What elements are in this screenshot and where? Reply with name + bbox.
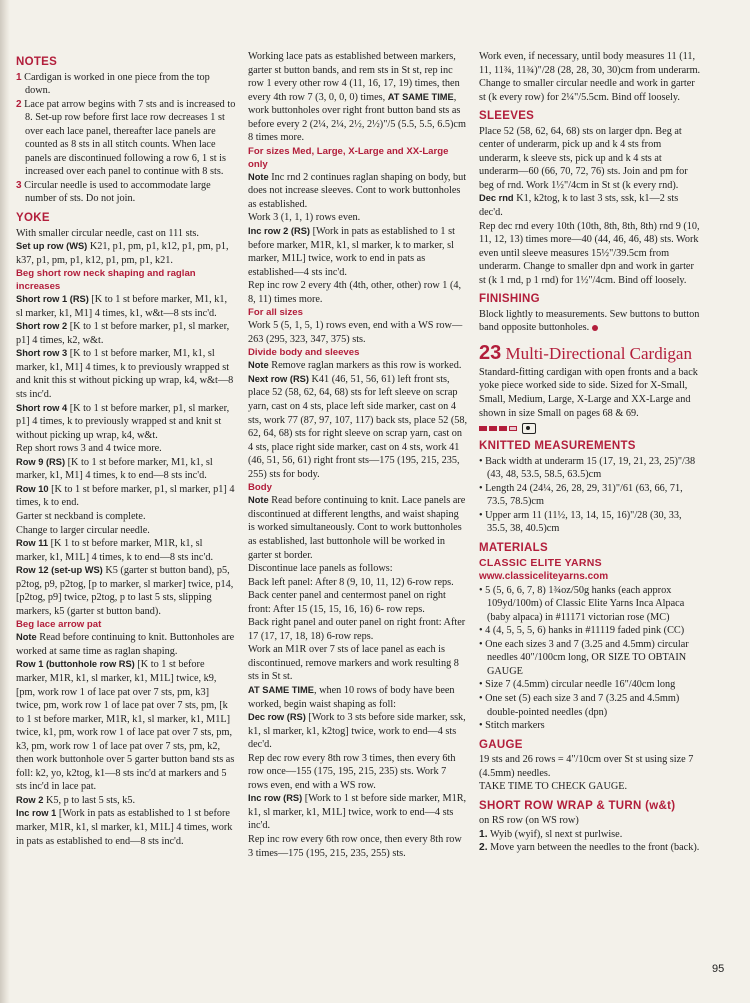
panel-back-left: Back left panel: After 8 (9, 10, 11, 12) 6-row reps. [248,576,454,588]
repeat-inc-row: Rep inc row every 6th row once, then every 8th row 3 times—175 (195, 215, 235, 255) sts. [248,833,462,859]
wrap-turn-heading: SHORT ROW WRAP & TURN (w&t) [479,799,676,812]
change-needle: Change to larger circular needle. [16,524,150,536]
repeat-dec-row: Rep dec row every 8th row 3 times, then every 6th row once—155 (175, 195, 215, 235) sts. Work 7 rows even, end with a WS row. [248,752,456,791]
measurement-upper-arm: • Upper arm 11 (11½, 13, 14, 15, 16)"/28 (30, 33, 35.5, 38, 40.5)cm [479,509,682,535]
note-3: 3 Circular needle is used to accommodate large number of sts. Do not join. [16,179,211,205]
short-row-2: Short row 2 [K to 1 st before marker, p1, sl marker, p1] 4 times, k2, w&t. [16,321,230,346]
lace-heading: Beg lace arrow pat [16,619,102,631]
work-3-rows: Work 3 (1, 1, 1) rows even. [248,212,361,224]
short-row-3: Short row 3 [K to 1 st before marker, M1, k1, sl marker, k1, M1] 4 times, k to previously wrapped st and knit this st without picking up wrap, k4, w&t—8 sts inc'd. [16,348,234,401]
waist-shaping: AT SAME TIME, when 10 rows of body have been worked, begin waist shaping as foll: [248,684,455,710]
end-mark-icon [592,325,598,331]
divide-heading: Divide body and sleeves [248,347,360,359]
row-10: Row 10 [K to 1 st before marker, p1, sl marker, p1] 4 times, k to end. [16,483,235,509]
panel-m1r: Work an M1R over 7 sts of lace panel as each is discontinued, remove markers and work resulting 8 sts in St st. [248,644,459,683]
finishing-text: Block lightly to measurements. Sew buttons to button band opposite buttonholes. [479,308,700,334]
wrap-step-1: 1. Wyib (wyif), sl next st purlwise. [479,828,623,840]
divide-note: Note Remove raglan markers as this row is worked. [248,360,462,372]
gauge-heading: GAUGE [479,738,523,751]
page-number: 95 [712,963,725,975]
short-row-heading: Beg short row neck shaping and raglan increases [16,268,196,293]
dec-rnd: Dec rnd K1, k2tog, k to last 3 sts, ssk, k1—2 sts dec'd. [479,193,679,219]
pattern-description: Standard-fitting cardigan with open fronts and a back yoke piece worked side to side. Sized for X-Small, Small, Medium, Large, X-Large and XX-Large and shown in size Small on pages 68 & 69. [479,366,698,419]
column-2 [248,50,468,860]
gauge-text: 19 sts and 26 rows = 4"/10cm over St st using size 7 (4.5mm) needles. [479,754,694,779]
inc-row-1: Inc row 1 [Work in pats as established to 1 st before marker, M1R, k1, sl marker, k1, M1L] 4 times, work in pats as established to end—8 sts inc'd. [16,808,233,847]
page-binding-shadow [0,0,10,1003]
brand-url[interactable]: www.classiceliteyarns.com [479,571,609,583]
skill-level-intermediate-icon [479,423,701,434]
material-item: • 5 (5, 6, 6, 7, 8) 1¾oz/50g hanks (each approx 109yd/100m) of Classic Elite Yarns Inca Alpaca (baby alpaca) in #11171 victorian rose (MC) [479,584,685,623]
lace-intro: Working lace pats as established between markers, garter st button bands, and rem sts in St st, rep inc row 1 every other row 4 (11, 16, 17, 19) times, then every 4th row 7 (3, 0, 0, 0) times, AT SAME TIME, work buttonholes over right front button band sts as before every 2 (2¼, 2¼, 2½, 2½)"/5 (5.5, 5.5, 6.5)cm 8 times more. [248,51,466,144]
row-9: Row 9 (RS) [K to 1 st before marker, M1, k1, sl marker, k1, M1] 4 times, k to end—8 sts inc'd. [16,456,213,482]
yoke-intro: With smaller circular needle, cast on 111 sts. [16,227,199,239]
material-item: • 4 (4, 5, 5, 5, 6) hanks in #11119 faded pink (CC) [479,625,685,637]
lace-note: Note Read before continuing to knit. Buttonholes are worked at same time as raglan shaping. [16,632,235,657]
note-1: 1 Cardigan is worked in one piece from the top down. [16,71,210,97]
wrap-step-2: 2. Move yarn between the needles to the front (back). [479,842,700,854]
yoke-heading: YOKE [16,212,50,225]
column-3 [479,50,701,855]
body-heading: Body [248,482,272,494]
notes-heading: NOTES [16,56,58,68]
setup-row: Set up row (WS) K21, p1, pm, p1, k12, p1, pm, p1, k37, p1, pm, p1, k12, p1, pm, p1, k21. [16,241,229,266]
finishing-heading: FINISHING [479,293,540,306]
dec-row: Dec row (RS) [Work to 3 sts before side marker, ssk, k1, sl marker, k1, k2tog] twice, work to end—4 sts dec'd. [248,712,466,751]
measurement-back-width: • Back width at underarm 15 (17, 19, 21, 23, 25)"/38 (43, 48, 53.5, 58.5, 63.5)cm [479,455,696,481]
row-12: Row 12 (set-up WS) K5 (garter st button band), p5, p2tog, p9, p2tog, [p to marker, sl marker] twice, p14, [p2tog, p9] twice, p2tog, p to last 5 sts, slipping markers, k5 (garter st button band). [16,565,234,617]
knitted-measurements-heading: KNITTED MEASUREMENTS [479,440,636,453]
discontinue-text: Discontinue lace panels as follows: [248,563,393,575]
next-row: Next row (RS) K41 (46, 51, 56, 61) left front sts, place 52 (58, 62, 64, 68) sts for left sleeve on scrap yarn, cast on 4 sts, place left side marker, cast on 4 sts, work 77 (87, 97, 107, 117) back sts, place 52 (58, 62, 64, 68) sts for right sleeve on scrap yarn, cast on 4 sts, place right side marker, cast on 4 sts, work 41 (46, 51, 56, 61) right front sts—175 (195, 215, 235, 255) sts for body. [248,373,468,480]
repeat-dec-rnd: Rep dec rnd every 10th (10th, 8th, 8th, 8th) rnd 9 (10, 11, 12, 13) times more—40 (44, 46, 46, 48) sts. Work even until sleeve measures 15½"/39.5cm from underarm. Change to smaller dpn and work in garter st (k 1 rnd, p 1 rnd) for 1½"/4cm. Bind off loosely. [479,220,700,286]
column-1 [16,50,236,848]
sleeves-heading: SLEEVES [479,110,535,123]
short-row-4: Short row 4 [K to 1 st before marker, p1, sl marker, p1] 4 times, k to previously wrapped st and knit st without picking up wrap, k4, w&t. [16,402,230,441]
work-5-rows: Work 5 (5, 1, 5, 1) rows even, end with a WS row—263 (295, 323, 347, 375) sts. [248,320,463,345]
panel-back-center: Back center panel and centermost panel on right front: After 15 (15, 15, 16, 16) 6- row reps. [248,590,446,615]
measurement-length: • Length 24 (24¼, 26, 28, 29, 31)"/61 (63, 66, 71, 73.5, 78.5)cm [479,482,683,508]
brand-name: CLASSIC ELITE YARNS [479,556,602,569]
pattern-title: 23 Multi-Directional Cardigan [479,341,692,364]
panel-back-right: Back right panel and outer panel on right front: After 17 (17, 17, 18, 18) 6-row reps. [248,617,466,642]
wrap-intro: on RS row (on WS row) [479,815,579,827]
note-2: 2 Lace pat arrow begins with 7 sts and is increased to 8. Set-up row before first lace row decreases 1 st over each lace panel, thereafter lace panels are counted as 8 sts in all stitch counts. When lace panels are discontinued following a row 6, 1 st is increased over each panel to continue with 8 sts. [16,98,236,178]
inc-row-2: Inc row 2 (RS) [Work in pats as established to 1 st before marker, M1R, k1, sl marker, k to marker, sl marker, M1L] twice, work to end in pats as established—4 sts inc'd. [248,226,455,278]
camera-icon [522,423,536,434]
repeat-short-rows: Rep short rows 3 and 4 twice more. [16,443,162,455]
material-item: • One set (5) each size 3 and 7 (3.25 and 4.5mm) double-pointed needles (dpn) [479,692,680,718]
body-note: Note Read before continuing to knit. Lace panels are discontinued at different lengths, and waist shaping is worked simultaneously. Cont to work buttonholes as established, last buttonhole will be worked in garter st border. [248,495,466,561]
material-item: • Stitch markers [479,720,545,732]
short-row-1: Short row 1 (RS) [K to 1 st before marker, M1, k1, sl marker, k1, M1] 4 times, k1, w&t—8 sts inc'd. [16,294,228,319]
all-sizes-heading: For all sizes [248,307,303,319]
materials-heading: MATERIALS [479,541,548,554]
sizes-note: Note Inc rnd 2 continues raglan shaping on body, but does not increase sleeves. Cont to work buttonholes as established. [248,171,467,210]
gauge-check: TAKE TIME TO CHECK GAUGE. [479,781,628,793]
repeat-inc-row-2: Rep inc row 2 every 4th (4th, other, other) row 1 (4, 8, 11) times more. [248,280,462,305]
row-11: Row 11 [K 1 to st before marker, M1R, k1, sl marker, k1, M1L] 4 times, k to end—8 sts inc'd. [16,538,214,563]
work-even: Work even, if necessary, until body measures 11 (11, 11, 11¾, 11¾)"/28 (28, 28, 30, 30)cm from underarm. Change to smaller circular needle and work in garter st (k every row) for 2¼"/5.5cm. Bind off loosely. [479,51,701,103]
sleeves-text: Place 52 (58, 62, 64, 68) sts on larger dpn. Beg at center of underarm, pick up and k 4 sts from underarm, k sleeve sts, pick up and k 4 sts at underarm—60 (66, 70, 72, 76) sts. Join and pm for beg of rnd. Work 1½"/4cm in St st (k every rnd). [479,125,688,191]
garter-complete: Garter st neckband is complete. [16,510,146,522]
sizes-heading: For sizes Med, Large, X-Large and XX-Large only [248,145,449,170]
lace-row-2: Row 2 K5, p to last 5 sts, k5. [16,794,136,806]
material-item: • One each sizes 3 and 7 (3.25 and 4.5mm) circular needles 40"/100cm long, OR SIZE TO OBTAIN GAUGE [479,638,689,677]
lace-row-1: Row 1 (buttonhole row RS) [K to 1 st before marker, M1R, k1, sl marker, k1, M1L] twice, k9, [pm, work row 1 of lace pat over 7 sts, pm, k3] twice, pm, work row 1 of lace pat over 7 sts, pm, [k to 1 st before marker, M1R, k1, sl marker, k1, M1L] twice, k1, pm, work row 1 of lace pat over 7 sts, pm, k3, pm, work row 1 of lace pat over 7 sts, pm, k2, then work buttonhole over 5 garter button band sts as foll: k2, yo, k2tog, k1—8 sts inc'd at markers and 5 sts inc'd in lace pat. [16,659,235,793]
inc-row: Inc row (RS) [Work to 1 st before side marker, M1R, k1, sl marker, k1, M1L] twice, work to end—4 sts inc'd. [248,793,467,832]
material-item: • Size 7 (4.5mm) circular needle 16"/40cm long [479,679,676,691]
